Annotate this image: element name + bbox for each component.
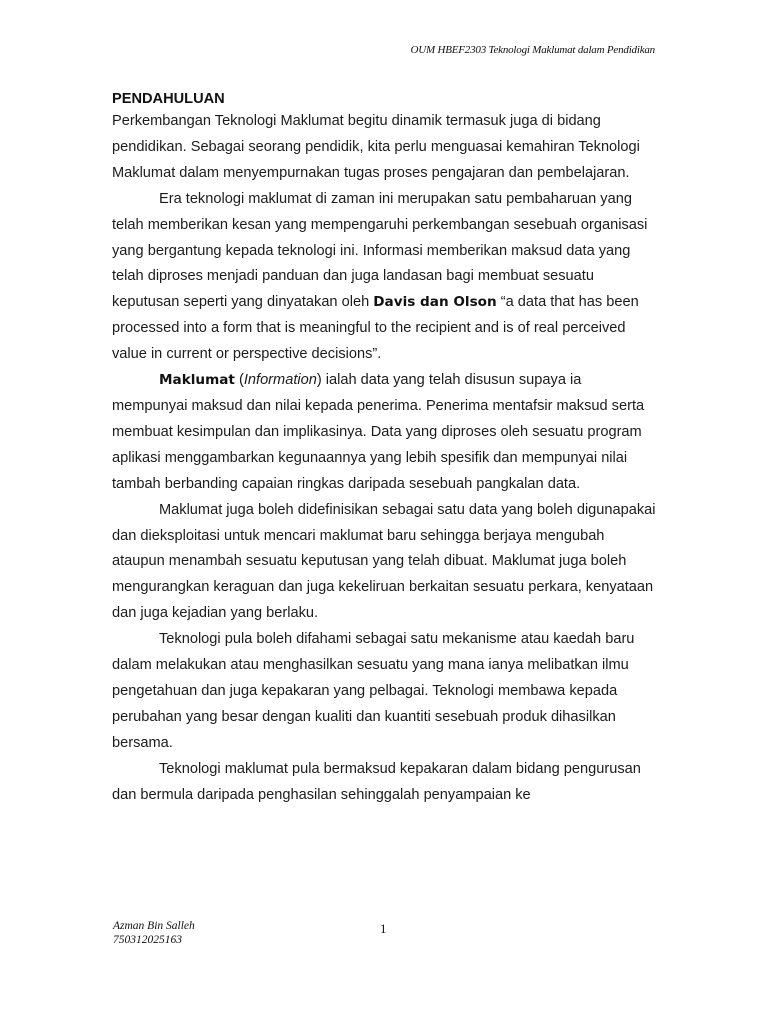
footer-author-block bbox=[113, 919, 195, 947]
term-maklumat: Maklumat bbox=[159, 372, 235, 389]
paragraph-3-paren: ( bbox=[234, 372, 244, 389]
document-body bbox=[112, 89, 660, 808]
term-information-italic: Information bbox=[243, 372, 317, 389]
section-heading: PENDAHULUAN bbox=[112, 91, 225, 107]
paragraph-2-quote: “a data that has been processed into a form that is meaningful to the recipient and is of real perceived value in current or perspective decisions”. bbox=[112, 294, 639, 363]
author-id: 750312025163 bbox=[113, 934, 182, 946]
paragraph-1: Perkembangan Teknologi Maklumat begitu dinamik termasuk juga di bidang pendidikan. Sebagai seorang pendidik, kita perlu menguasai kemahiran Teknologi Maklumat dalam menyempurnakan tugas proses pengajaran dan pembelajaran. bbox=[112, 113, 640, 181]
paragraph-5: Teknologi pula boleh difahami sebagai satu mekanisme atau kaedah baru dalam melakukan atau menghasilkan sesuatu yang mana ianya melibatkan ilmu pengetahuan dan juga kepakaran yang pelbagai. Teknologi membawa kepada perubahan yang besar dengan kualiti dan kuantiti sesebuah produk dihasilkan bersama. bbox=[112, 631, 635, 751]
paragraph-3-text: ) ialah data yang telah disusun supaya ia mempunyai maksud dan nilai kepada penerima. Penerima mentafsir maksud serta membuat kesimpulan dan implikasinya. Data yang diproses oleh sesuatu program aplikasi menggambarkan kegunaannya yang lebih spesifik dan mempunyai nilai tambah berbanding capaian ringkas daripada sesebuah pangkalan data. bbox=[112, 372, 645, 492]
author-reference: Davis dan Olson bbox=[373, 294, 497, 311]
paragraph-6: Teknologi maklumat pula bermaksud kepakaran dalam bidang pengurusan dan bermula daripada penghasilan sehinggalah penyampaian ke bbox=[112, 760, 641, 803]
running-header: OUM HBEF2303 Teknologi Maklumat dalam Pendidikan bbox=[410, 44, 655, 56]
author-name: Azman Bin Salleh bbox=[113, 920, 195, 932]
paragraph-3 bbox=[112, 368, 660, 498]
paragraph-2-text-before: Era teknologi maklumat di zaman ini merupakan satu pembaharuan yang telah memberikan kesan yang mempengaruhi perkembangan sesebuah organisasi yang bergantung kepada teknologi ini. Informasi memberikan maksud data yang telah diproses menjadi panduan dan juga landasan bagi membuat sesuatu keputusan seperti yang dinyatakan oleh bbox=[112, 190, 648, 311]
paragraph-4: Maklumat juga boleh didefinisikan sebagai satu data yang boleh digunapakai dan dieksploitasi untuk mencari maklumat baru sehingga berjaya mengubah ataupun menambah sesuatu keputusan yang telah dibuat. Maklumat juga boleh mengurangkan keraguan dan juga kekeliruan berkaitan sesuatu perkara, kenyataan dan juga kejadian yang berlaku. bbox=[112, 501, 656, 622]
page-number: 1 bbox=[380, 921, 387, 936]
paragraph-2 bbox=[112, 187, 660, 368]
